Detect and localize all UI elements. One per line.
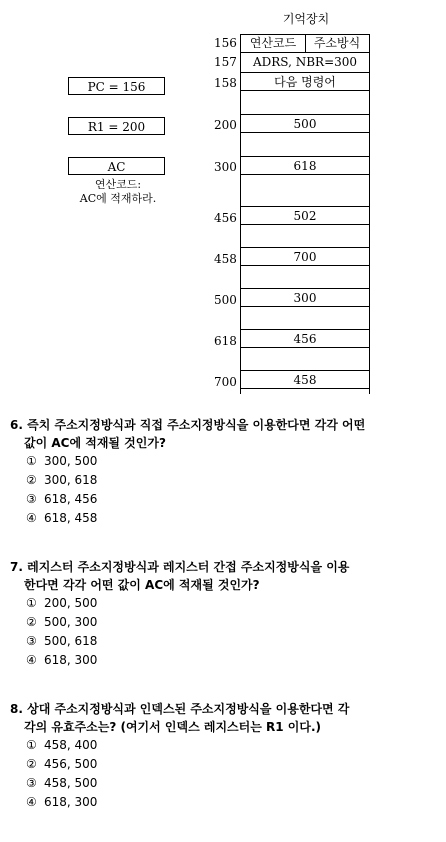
ac-note <box>64 178 172 206</box>
address-300: 300 <box>214 160 237 174</box>
question-8 <box>10 700 440 812</box>
question-text: 즉치 주소지정방식과 직접 주소지정방식을 이용한다면 각각 어떤 <box>27 418 366 432</box>
ac-register: AC <box>68 157 165 175</box>
memory-cell-158: 다음 명령어 <box>274 75 336 89</box>
memory-cell-opcode: 연산코드 <box>249 36 297 50</box>
memory-cell-200: 500 <box>293 117 317 131</box>
question-text-cont: 한다면 각각 어떤 값이 AC에 적재될 것인가? <box>24 578 260 592</box>
address-456: 456 <box>214 211 237 225</box>
address-156: 156 <box>214 36 237 50</box>
option-4[interactable]: ④ 618, 300 <box>26 795 98 809</box>
address-157: 157 <box>214 55 237 69</box>
question-text-cont: 각의 유효주소는? (여기서 인덱스 레지스터는 R1 이다.) <box>24 720 321 734</box>
option-2[interactable]: ② 456, 500 <box>26 757 98 771</box>
option-4[interactable]: ④ 618, 300 <box>26 653 98 667</box>
question-number: 8. <box>10 702 23 716</box>
option-3[interactable]: ③ 618, 456 <box>26 492 98 506</box>
question-number: 7. <box>10 560 23 574</box>
memory-table <box>240 34 370 394</box>
address-158: 158 <box>214 76 237 90</box>
memory-cell-157: ADRS, NBR=300 <box>252 55 358 69</box>
option-1[interactable]: ① 458, 400 <box>26 738 98 752</box>
pc-register: PC = 156 <box>68 77 165 95</box>
memory-title: 기억장치 <box>282 12 330 26</box>
memory-cell-618: 456 <box>293 332 317 346</box>
address-500: 500 <box>214 293 237 307</box>
memory-cell-mode: 주소방식 <box>313 36 361 50</box>
address-200: 200 <box>214 118 237 132</box>
option-2[interactable]: ② 300, 618 <box>26 473 98 487</box>
address-700: 700 <box>214 375 237 389</box>
memory-cell-500: 300 <box>293 291 317 305</box>
memory-cell-700: 458 <box>293 373 317 387</box>
question-list <box>10 416 440 842</box>
memory-cell-456: 502 <box>293 209 317 223</box>
question-text: 레지스터 주소지정방식과 레지스터 간접 주소지정방식을 이용 <box>27 560 350 574</box>
r1-register: R1 = 200 <box>68 117 165 135</box>
option-1[interactable]: ① 300, 500 <box>26 454 98 468</box>
ac-note-line1: 연산코드: <box>94 178 142 191</box>
address-458: 458 <box>214 252 237 266</box>
address-618: 618 <box>214 334 237 348</box>
ac-note-line2: AC에 적재하라. <box>79 192 157 205</box>
question-text-cont: 값이 AC에 적재될 것인가? <box>24 436 166 450</box>
memory-cell-300: 618 <box>293 159 317 173</box>
question-number: 6. <box>10 418 23 432</box>
question-text: 상대 주소지정방식과 인덱스된 주소지정방식을 이용한다면 각 <box>27 702 350 716</box>
option-3[interactable]: ③ 500, 618 <box>26 634 98 648</box>
option-2[interactable]: ② 500, 300 <box>26 615 98 629</box>
option-4[interactable]: ④ 618, 458 <box>26 511 98 525</box>
question-7 <box>10 558 440 670</box>
memory-cell-458: 700 <box>293 250 317 264</box>
question-6 <box>10 416 440 528</box>
option-1[interactable]: ① 200, 500 <box>26 596 98 610</box>
option-3[interactable]: ③ 458, 500 <box>26 776 98 790</box>
